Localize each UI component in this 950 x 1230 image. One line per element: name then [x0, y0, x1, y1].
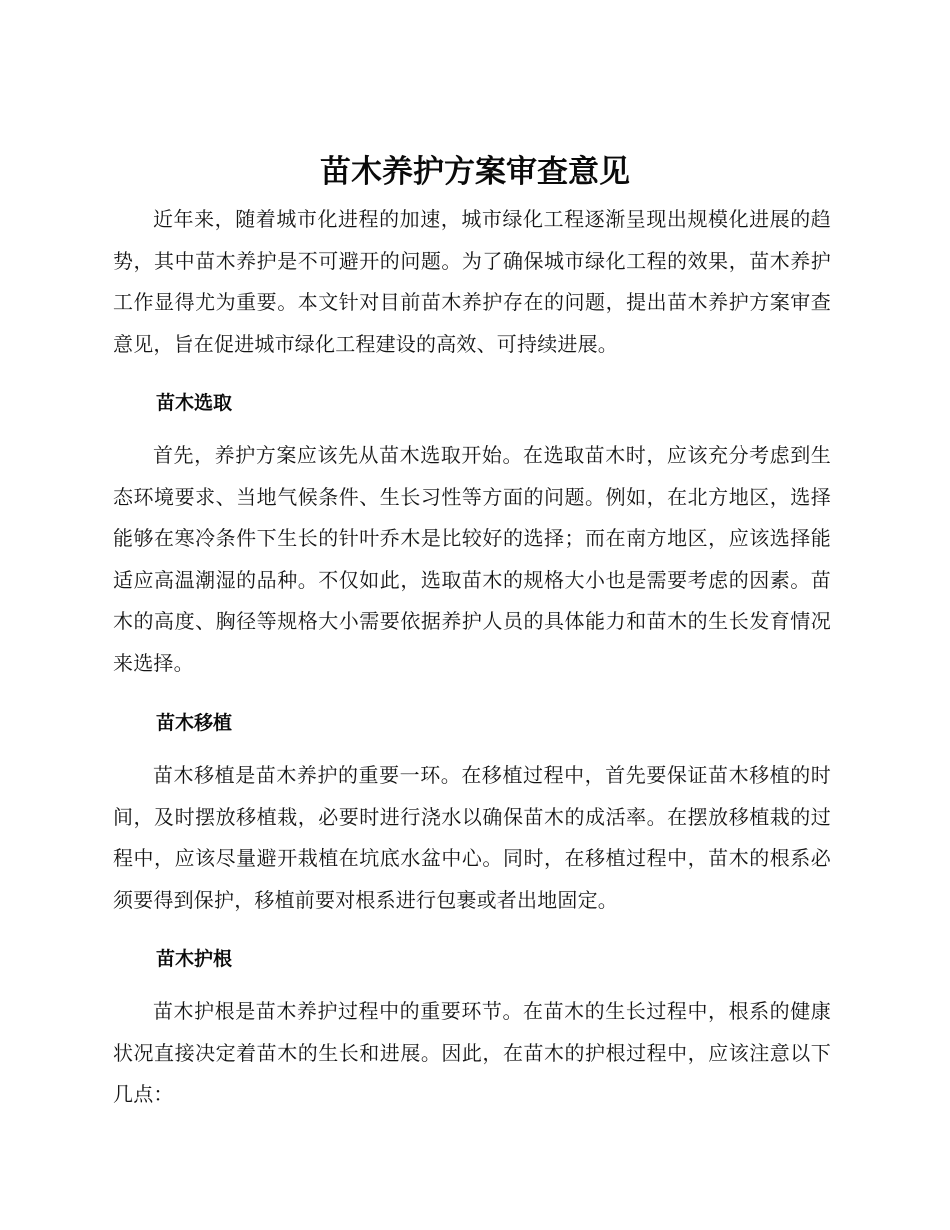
intro-paragraph: 近年来，随着城市化进程的加速，城市绿化工程逐渐呈现出规模化进展的趋势，其中苗木养护是不可避开的问题。为了确保城市绿化工程的效果，苗木养护工作显得尤为重要。本文针对目前苗木养护存在的问题，提出苗木养护方案审查意见，旨在促进城市绿化工程建设的高效、可持续进展。 — [113, 207, 831, 356]
section-body-seedling-selection: 首先，养护方案应该先从苗木选取开始。在选取苗木时，应该充分考虑到生态环境要求、当地气候条件、生长习性等方面的问题。例如，在北方地区，选择能够在寒冷条件下生长的针叶乔木是比较好的选择；而在南方地区，应该选择能适应高温潮湿的品种。不仅如此，选取苗木的规格大小也是需要考虑的因素。苗木的高度、胸径等规格大小需要依据养护人员的具体能力和苗木的生长发育情况来选择。 — [113, 443, 831, 675]
section-heading-seedling-transplant: 苗木移植 — [156, 712, 233, 734]
section-body-root-protection: 苗木护根是苗木养护过程中的重要环节。在苗木的生长过程中，根系的健康状况直接决定着苗木的生长和进展。因此，在苗木的护根过程中，应该注意以下几点： — [113, 999, 831, 1106]
document-title: 苗木养护方案审查意见 — [320, 154, 630, 190]
section-heading-seedling-selection: 苗木选取 — [156, 392, 233, 414]
section-heading-root-protection: 苗木护根 — [156, 948, 233, 970]
section-body-seedling-transplant: 苗木移植是苗木养护的重要一环。在移植过程中，首先要保证苗木移植的时间，及时摆放移植栽，必要时进行浇水以确保苗木的成活率。在摆放移植栽的过程中，应该尽量避开栽植在坑底水盆中心。同时，在移植过程中，苗木的根系必须要得到保护，移植前要对根系进行包裹或者出地固定。 — [113, 763, 831, 912]
